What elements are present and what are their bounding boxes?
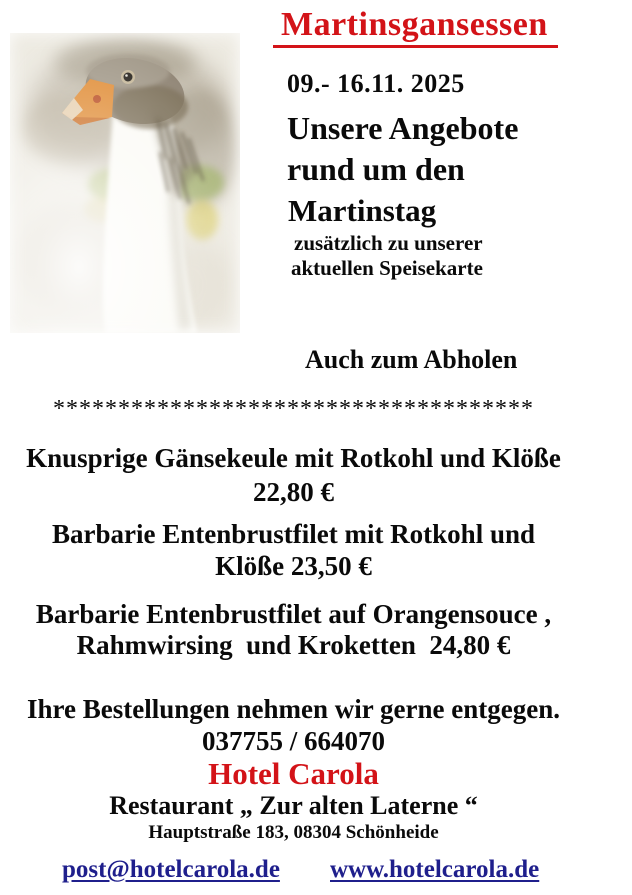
order-text: Ihre Bestellungen nehmen wir gerne entgegen. (27, 694, 560, 724)
menu-item-3-price: Rahmwirsing und Kroketten 24,80 € (76, 630, 511, 660)
page-title-text: Martinsgansessen (273, 6, 558, 48)
menu-item-1-name: Knusprige Gänsekeule mit Rotkohl und Klöße (26, 443, 561, 473)
date-range: 09.- 16.11. 2025 (287, 69, 465, 98)
subtitle-line-1: Unsere Angebote (287, 110, 519, 146)
subtitle-line-2: rund um den (287, 151, 465, 187)
note-line-1: zusätzlich zu unserer (294, 231, 483, 255)
hotel-name: Hotel Carola (208, 756, 379, 791)
page-title (273, 6, 558, 48)
menu-item-2-price: Klöße 23,50 € (215, 551, 372, 581)
subtitle-line-3: Martinstag (288, 193, 437, 228)
pickup-note: Auch zum Abholen (305, 345, 518, 374)
asterisk-divider: ************************************* (53, 396, 534, 422)
menu-item-3-name: Barbarie Entenbrustfilet auf Orangensouce , (35, 599, 552, 629)
email-link[interactable]: post@hotelcarola.de (62, 856, 280, 883)
goose-watercolor-image (10, 33, 240, 333)
website-link[interactable]: www.hotelcarola.de (330, 856, 540, 883)
menu-item-1-price: 22,80 € (253, 477, 334, 507)
address-line: Hauptstraße 183, 08304 Schönheide (148, 822, 439, 843)
restaurant-name: Restaurant „ Zur alten Laterne “ (109, 791, 478, 820)
menu-item-2-name: Barbarie Entenbrustfilet mit Rotkohl und (51, 519, 536, 549)
phone-number: 037755 / 664070 (201, 726, 385, 756)
goose-illustration (10, 33, 240, 333)
note-line-2: aktuellen Speisekarte (291, 256, 483, 280)
